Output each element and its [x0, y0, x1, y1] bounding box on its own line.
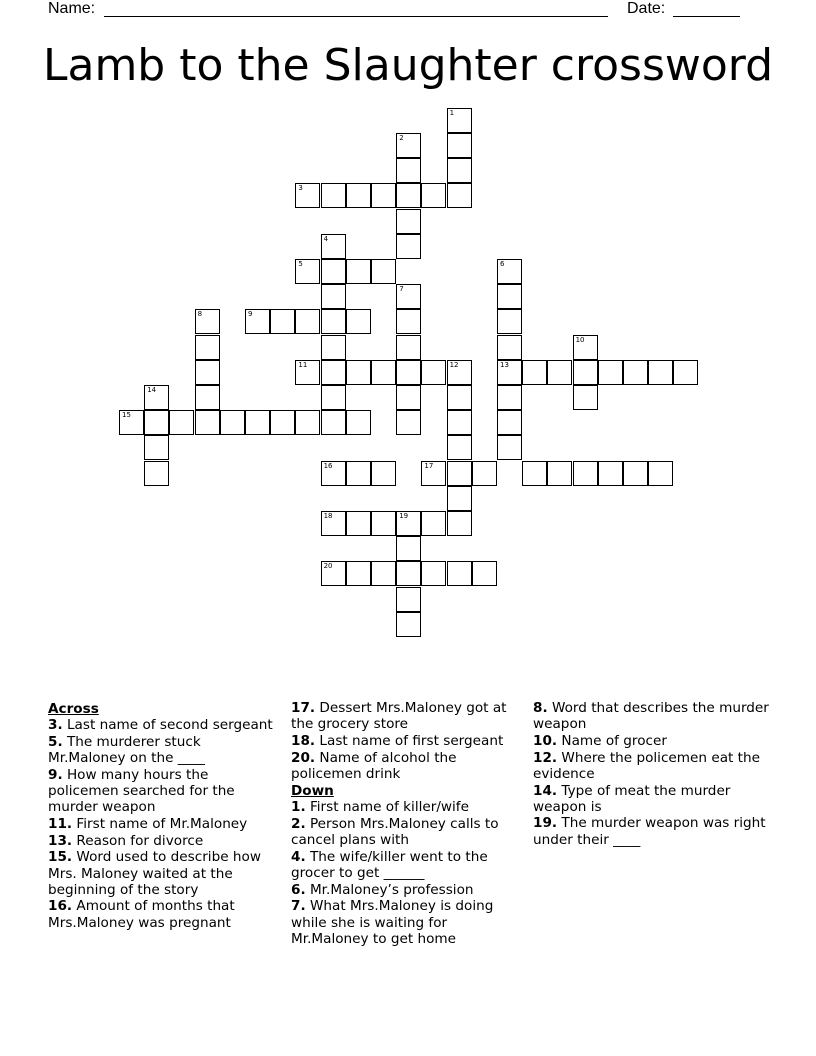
crossword-cell-18[interactable] — [321, 511, 346, 536]
crossword-cell[interactable] — [447, 511, 472, 536]
clue-text: Word used to describe how Mrs. Maloney waited at the beginning of the story — [48, 849, 261, 898]
crossword-cell-9[interactable] — [245, 309, 270, 334]
crossword-cell[interactable] — [598, 360, 623, 385]
crossword-cell[interactable] — [497, 309, 522, 334]
clue-number: 12. — [533, 749, 558, 766]
crossword-cell-16[interactable] — [321, 461, 346, 486]
clue-down-6 — [291, 882, 523, 898]
crossword-cell[interactable] — [371, 511, 396, 536]
clue-number: 9. — [48, 766, 63, 783]
crossword-cell[interactable] — [371, 259, 396, 284]
crossword-cell[interactable] — [295, 410, 320, 435]
crossword-cell[interactable] — [321, 360, 346, 385]
crossword-cell[interactable] — [447, 410, 472, 435]
clue-text: The murderer stuck Mr.Maloney on the ____ — [48, 733, 205, 767]
crossword-cell[interactable] — [447, 486, 472, 511]
cell-number: 16 — [323, 461, 333, 470]
clue-text: Reason for divorce — [76, 832, 204, 849]
crossword-cell[interactable] — [346, 259, 371, 284]
crossword-cell-4[interactable] — [321, 234, 346, 259]
crossword-cell[interactable] — [270, 410, 295, 435]
crossword-cell-7[interactable] — [396, 284, 421, 309]
crossword-cell[interactable] — [321, 335, 346, 360]
clue-number: 1. — [291, 799, 306, 816]
crossword-cell[interactable] — [220, 410, 245, 435]
crossword-cell[interactable] — [245, 410, 270, 435]
crossword-cell-3[interactable] — [295, 183, 320, 208]
crossword-cell-15[interactable] — [119, 410, 144, 435]
crossword-cell[interactable] — [321, 410, 346, 435]
crossword-cell-17[interactable] — [421, 461, 446, 486]
crossword-cell[interactable] — [497, 284, 522, 309]
crossword-cell[interactable] — [396, 612, 421, 637]
crossword-cell[interactable] — [396, 561, 421, 586]
clue-number: 8. — [533, 700, 548, 716]
clue-text: Name of alcohol the policemen drink — [291, 749, 457, 782]
crossword-cell[interactable] — [346, 360, 371, 385]
clue-number: 6. — [291, 881, 306, 898]
crossword-cell[interactable] — [673, 360, 698, 385]
cell-number: 10 — [575, 335, 585, 344]
crossword-cell[interactable] — [421, 561, 446, 586]
crossword-cell[interactable] — [573, 385, 598, 410]
cell-number: 1 — [449, 108, 455, 117]
crossword-cell[interactable] — [346, 410, 371, 435]
crossword-cell[interactable] — [144, 410, 169, 435]
crossword-cell[interactable] — [547, 461, 572, 486]
cell-number: 6 — [500, 260, 505, 268]
clues-column-2 — [291, 700, 523, 948]
crossword-cell[interactable] — [623, 360, 648, 385]
clue-text: Last name of first sergeant — [319, 732, 504, 749]
crossword-cell[interactable] — [421, 360, 446, 385]
crossword-cell[interactable] — [497, 385, 522, 410]
crossword-cell[interactable] — [447, 435, 472, 460]
crossword-cell[interactable] — [396, 360, 421, 385]
crossword-cell[interactable] — [472, 461, 497, 486]
cell-number: 18 — [323, 512, 333, 520]
clue-number: 10. — [533, 732, 558, 749]
cell-number: 15 — [122, 411, 131, 420]
crossword-cell[interactable] — [573, 360, 598, 385]
crossword-cell[interactable] — [447, 561, 472, 586]
crossword-cell-5[interactable] — [295, 259, 320, 284]
clue-number: 11. — [48, 815, 73, 832]
clue-text: The murder weapon was right under their ____ — [533, 815, 766, 848]
crossword-cell[interactable] — [396, 158, 421, 183]
crossword-cell[interactable] — [648, 360, 673, 385]
crossword-cell-8[interactable] — [195, 309, 220, 334]
clue-across-3 — [48, 717, 280, 733]
crossword-cell[interactable] — [573, 461, 598, 486]
crossword-cell-10[interactable] — [573, 335, 598, 360]
crossword-cell-11[interactable] — [295, 360, 320, 385]
crossword-cell[interactable] — [295, 309, 320, 334]
down-heading: Down — [291, 783, 334, 800]
clue-down-8 — [533, 700, 769, 732]
cell-number: 13 — [500, 360, 509, 369]
clue-across-5 — [48, 734, 280, 766]
crossword-cell[interactable] — [396, 410, 421, 435]
clue-text: Amount of months that Mrs.Maloney was pregnant — [48, 898, 235, 931]
crossword-cell[interactable] — [648, 461, 673, 486]
clue-text: Dessert Mrs.Maloney got at the grocery store — [291, 700, 507, 733]
crossword-cell[interactable] — [195, 335, 220, 360]
clue-down-19 — [533, 815, 769, 847]
clue-number: 3. — [48, 717, 63, 734]
clue-number: 17. — [291, 700, 316, 716]
clue-text: Person Mrs.Maloney calls to cancel plans with — [291, 815, 499, 849]
crossword-cell[interactable] — [346, 183, 371, 208]
crossword-cell[interactable] — [321, 385, 346, 410]
clue-number: 13. — [48, 832, 73, 849]
clue-down-1 — [291, 799, 523, 815]
clue-down-4 — [291, 849, 523, 881]
clue-down-10 — [533, 733, 769, 749]
crossword-cell-13[interactable] — [497, 360, 522, 385]
crossword-cell[interactable] — [598, 461, 623, 486]
cell-number: 3 — [298, 184, 303, 193]
clue-number: 19. — [533, 815, 558, 832]
across-heading: Across — [48, 701, 99, 717]
clue-text: Last name of second sergeant — [66, 717, 273, 734]
clue-number: 5. — [48, 733, 63, 750]
cell-number: 5 — [298, 260, 303, 268]
crossword-cell[interactable] — [321, 309, 346, 334]
clue-down-14 — [533, 783, 769, 815]
clue-text: Word that describes the murder weapon — [533, 700, 769, 733]
crossword-cell[interactable] — [447, 461, 472, 486]
crossword-cell[interactable] — [321, 259, 346, 284]
crossword-cell[interactable] — [270, 309, 295, 334]
crossword-cell[interactable] — [447, 133, 472, 158]
crossword-cell[interactable] — [321, 183, 346, 208]
crossword-cell[interactable] — [195, 385, 220, 410]
cell-number: 4 — [323, 234, 329, 243]
clue-text: Where the policemen eat the evidence — [533, 749, 760, 782]
crossword-cell[interactable] — [396, 309, 421, 334]
crossword-cell[interactable] — [371, 360, 396, 385]
crossword-cell[interactable] — [321, 284, 346, 309]
clue-number: 18. — [291, 732, 316, 749]
crossword-cell[interactable] — [421, 183, 446, 208]
crossword-cell[interactable] — [447, 183, 472, 208]
crossword-cell[interactable] — [396, 234, 421, 259]
clue-number: 15. — [48, 849, 73, 866]
crossword-cell-1[interactable] — [447, 108, 472, 133]
clue-number: 2. — [291, 815, 306, 832]
cell-number: 14 — [147, 386, 157, 394]
clue-text: Mr.Maloney’s profession — [309, 881, 474, 898]
clue-across-11 — [48, 816, 280, 832]
cell-number: 20 — [323, 562, 333, 571]
clue-across-18 — [291, 733, 523, 749]
crossword-cell[interactable] — [396, 335, 421, 360]
clue-across-9 — [48, 767, 280, 816]
crossword-cell[interactable] — [472, 561, 497, 586]
crossword-cell[interactable] — [522, 360, 547, 385]
crossword-cell-2[interactable] — [396, 133, 421, 158]
crossword-cell-19[interactable] — [396, 511, 421, 536]
clue-number: 4. — [291, 848, 306, 865]
cell-number: 8 — [197, 310, 203, 319]
clue-text: What Mrs.Maloney is doing while she is waiting for Mr.Maloney to get home — [291, 898, 494, 947]
cell-number: 7 — [399, 285, 404, 294]
clue-down-2 — [291, 816, 523, 848]
crossword-cell[interactable] — [396, 587, 421, 612]
crossword-cell-14[interactable] — [144, 385, 169, 410]
crossword-cell[interactable] — [346, 561, 371, 586]
crossword-cell[interactable] — [371, 561, 396, 586]
crossword-cell[interactable] — [144, 435, 169, 460]
crossword-cell[interactable] — [346, 461, 371, 486]
crossword-cell[interactable] — [195, 410, 220, 435]
cell-number: 19 — [399, 512, 409, 520]
crossword-cell[interactable] — [497, 410, 522, 435]
crossword-cell[interactable] — [396, 183, 421, 208]
cell-number: 17 — [424, 461, 434, 470]
clue-number: 7. — [291, 898, 306, 915]
crossword-cell[interactable] — [497, 335, 522, 360]
crossword-cell[interactable] — [522, 461, 547, 486]
clue-number: 20. — [291, 749, 316, 766]
cell-number: 12 — [449, 360, 459, 369]
crossword-cell[interactable] — [623, 461, 648, 486]
clue-across-13 — [48, 833, 280, 849]
crossword-cell[interactable] — [371, 183, 396, 208]
name-label: Name: — [48, 0, 96, 17]
cell-number: 11 — [298, 360, 308, 369]
clue-down-12 — [533, 750, 769, 782]
crossword-cell[interactable] — [396, 385, 421, 410]
clue-text: First name of killer/wife — [309, 799, 469, 816]
crossword-cell[interactable] — [346, 309, 371, 334]
crossword-cell-6[interactable] — [497, 259, 522, 284]
clue-down-7 — [291, 898, 523, 947]
cell-number: 9 — [248, 310, 253, 319]
clue-across-16 — [48, 898, 280, 930]
crossword-cell[interactable] — [547, 360, 572, 385]
clue-text: First name of Mr.Maloney — [76, 815, 248, 832]
clue-text: The wife/killer went to the grocer to get ______ — [291, 848, 488, 882]
crossword-cell[interactable] — [421, 511, 446, 536]
page-title: Lamb to the Slaughter crossword — [42, 40, 774, 91]
clue-across-20 — [291, 750, 523, 782]
clue-text: Name of grocer — [561, 732, 667, 749]
crossword-cell[interactable] — [195, 360, 220, 385]
crossword-cell[interactable] — [396, 536, 421, 561]
clues-column-3 — [533, 700, 769, 848]
crossword-cell[interactable] — [169, 410, 194, 435]
crossword-cell[interactable] — [371, 461, 396, 486]
clue-number: 16. — [48, 898, 73, 915]
crossword-cell[interactable] — [447, 158, 472, 183]
crossword-cell[interactable] — [497, 435, 522, 460]
clue-number: 14. — [533, 782, 558, 799]
cell-number: 2 — [399, 134, 404, 142]
crossword-cell[interactable] — [346, 511, 371, 536]
crossword-cell[interactable] — [144, 461, 169, 486]
clue-across-15 — [48, 849, 280, 898]
crossword-cell-20[interactable] — [321, 561, 346, 586]
clues-column-1 — [48, 700, 280, 931]
clue-across-17 — [291, 700, 523, 732]
crossword-cell-12[interactable] — [447, 360, 472, 385]
crossword-cell[interactable] — [396, 209, 421, 234]
clue-text: How many hours the policemen searched for the murder weapon — [48, 766, 235, 816]
crossword-cell[interactable] — [447, 385, 472, 410]
clue-text: Type of meat the murder weapon is — [533, 782, 731, 815]
date-label: Date: — [627, 0, 666, 17]
